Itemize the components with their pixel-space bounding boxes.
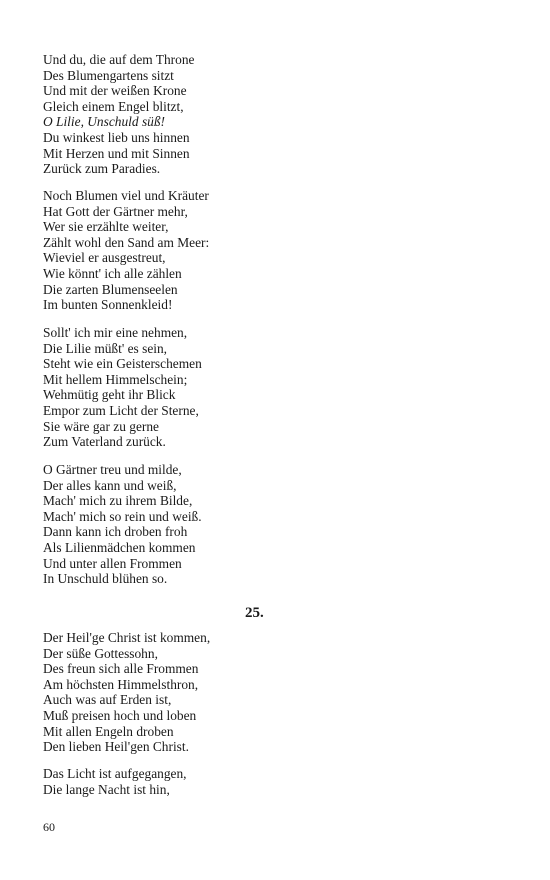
- stanza: [43, 462, 503, 587]
- verse-line: Des Blumengartens sitzt: [43, 67, 174, 83]
- verse-line: Wie könnt' ich alle zählen: [43, 265, 182, 281]
- verse-line: Mit allen Engeln droben: [43, 723, 174, 739]
- verse-line: Die lange Nacht ist hin,: [43, 781, 170, 797]
- verse-line: Mach' mich so rein und weiß.: [43, 508, 202, 524]
- verse-line: Dann kann ich droben froh: [43, 524, 188, 540]
- page-number: 60: [43, 820, 55, 834]
- stanza: [43, 325, 503, 450]
- verse-line: Sollt' ich mir eine nehmen,: [43, 325, 188, 340]
- verse-line: Der Heil'ge Christ ist kommen,: [43, 630, 211, 645]
- verse-line: Du winkest lieb uns hinnen: [43, 129, 190, 145]
- verse-line: Empor zum Licht der Sterne,: [43, 402, 199, 418]
- verse-line: Auch was auf Erden ist,: [43, 692, 172, 708]
- stanza: [43, 52, 503, 177]
- verse-line: Wehmütig geht ihr Blick: [43, 387, 176, 403]
- verse-line: Die Lilie müßt' es sein,: [43, 340, 168, 356]
- verse-line: Und mit der weißen Krone: [43, 83, 187, 99]
- verse-line: Steht wie ein Geisterschemen: [43, 356, 202, 372]
- verse-line: Mit Herzen und mit Sinnen: [43, 145, 190, 161]
- verse-line: Der süße Gottessohn,: [43, 645, 158, 661]
- poem-number: 25.: [245, 605, 264, 621]
- stanza: [43, 188, 503, 313]
- verse-line: Des freun sich alle Frommen: [43, 661, 199, 677]
- verse-line: Und du, die auf dem Throne: [43, 52, 195, 67]
- verse-line: Wer sie erzählte weiter,: [43, 219, 169, 235]
- verse-line: Zum Vaterland zurück.: [43, 434, 166, 450]
- verse-line: Als Lilienmädchen kommen: [43, 539, 196, 555]
- verse-line: In Unschuld blühen so.: [43, 571, 168, 587]
- verse-line: Das Licht ist aufgegangen,: [43, 766, 187, 781]
- stanza: [43, 766, 503, 797]
- verse-line: Zählt wohl den Sand am Meer:: [43, 234, 210, 250]
- verse-line: Mach' mich zu ihrem Bilde,: [43, 493, 193, 509]
- verse-line: Und unter allen Frommen: [43, 555, 182, 571]
- verse-line: Sie wäre gar zu gerne: [43, 418, 159, 434]
- verse-line: Hat Gott der Gärtner mehr,: [43, 203, 188, 219]
- verse-line: Zurück zum Paradies.: [43, 161, 161, 177]
- verse-line: Gleich einem Engel blitzt,: [43, 98, 184, 114]
- verse-line: Der alles kann und weiß,: [43, 477, 177, 493]
- verse-line: Die zarten Blumenseelen: [43, 281, 178, 297]
- verse-line: Mit hellem Himmelschein;: [43, 371, 188, 387]
- verse-line: O Gärtner treu und milde,: [43, 462, 182, 477]
- verse-line: Noch Blumen viel und Kräuter: [43, 188, 209, 203]
- verse-line: Muß preisen hoch und loben: [43, 707, 197, 723]
- stanza: [43, 630, 503, 755]
- verse-line: Den lieben Heil'gen Christ.: [43, 739, 189, 755]
- verse-line: Im bunten Sonnenkleid!: [43, 297, 173, 313]
- verse-line: Wieviel er ausgestreut,: [43, 250, 166, 266]
- verse-line: Am höchsten Himmelsthron,: [43, 676, 199, 692]
- verse-line: O Lilie, Unschuld süß!: [43, 114, 165, 130]
